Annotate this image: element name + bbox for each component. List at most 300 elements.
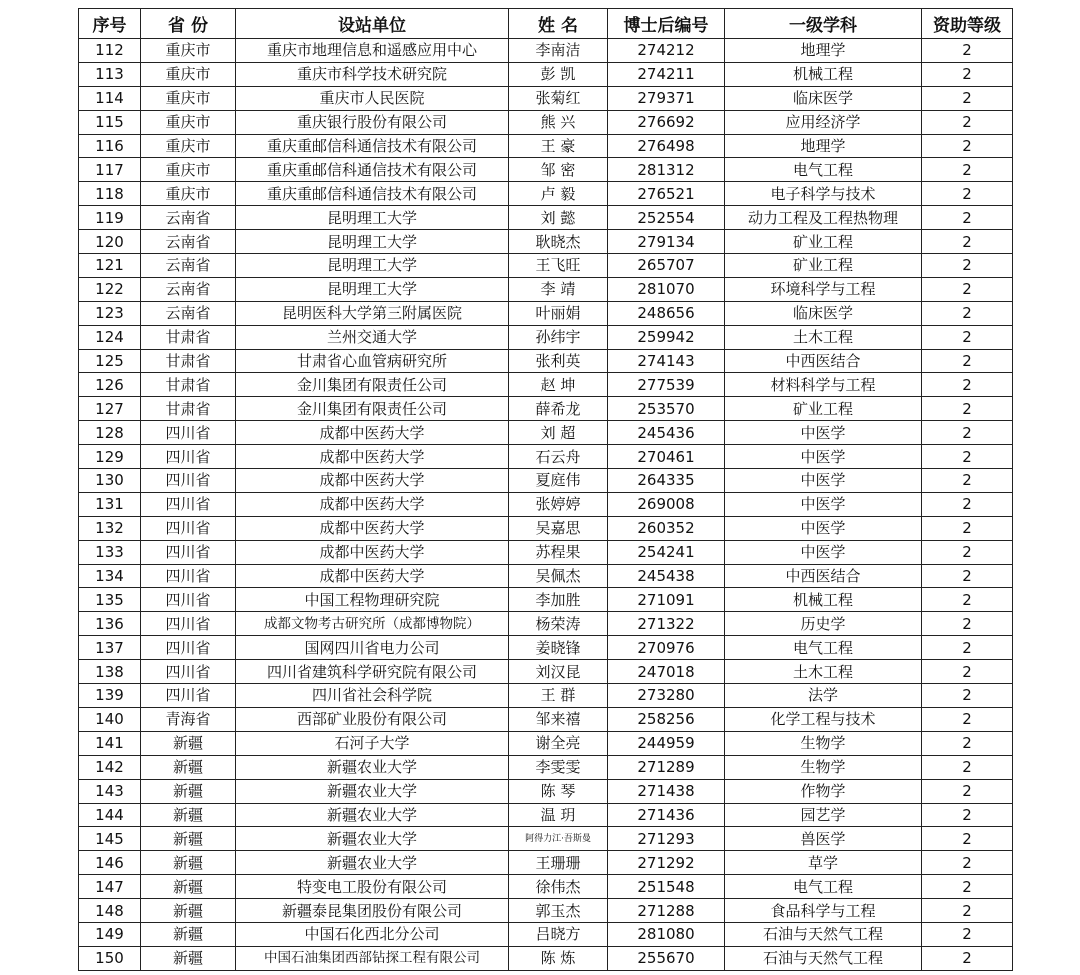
table-row [79, 779, 1013, 803]
cell-index: 135 [79, 588, 141, 612]
cell-institution: 重庆重邮信科通信技术有限公司 [236, 158, 509, 182]
cell-province: 四川省 [141, 660, 236, 684]
cell-postdoc-id: 276498 [608, 134, 725, 158]
cell-institution: 兰州交通大学 [236, 325, 509, 349]
table-row [79, 899, 1013, 923]
cell-funding-level: 2 [922, 803, 1013, 827]
cell-province: 云南省 [141, 230, 236, 254]
cell-name: 陈 琴 [509, 779, 608, 803]
cell-postdoc-id: 258256 [608, 707, 725, 731]
table-row [79, 755, 1013, 779]
cell-province: 四川省 [141, 636, 236, 660]
cell-province: 新疆 [141, 731, 236, 755]
cell-postdoc-id: 264335 [608, 469, 725, 493]
cell-postdoc-id: 281070 [608, 277, 725, 301]
cell-institution: 重庆重邮信科通信技术有限公司 [236, 182, 509, 206]
cell-name: 耿晓杰 [509, 230, 608, 254]
table-row [79, 492, 1013, 516]
cell-province: 云南省 [141, 301, 236, 325]
cell-institution: 特变电工股份有限公司 [236, 875, 509, 899]
cell-funding-level: 2 [922, 660, 1013, 684]
table-row [79, 158, 1013, 182]
cell-discipline: 临床医学 [725, 301, 922, 325]
cell-name: 彭 凯 [509, 62, 608, 86]
cell-postdoc-id: 251548 [608, 875, 725, 899]
cell-index: 134 [79, 564, 141, 588]
cell-province: 新疆 [141, 827, 236, 851]
cell-province: 云南省 [141, 277, 236, 301]
cell-name: 张利英 [509, 349, 608, 373]
cell-province: 四川省 [141, 445, 236, 469]
cell-province: 新疆 [141, 899, 236, 923]
cell-discipline: 环境科学与工程 [725, 277, 922, 301]
cell-name: 邹 密 [509, 158, 608, 182]
cell-name: 王 群 [509, 684, 608, 708]
cell-funding-level: 2 [922, 62, 1013, 86]
cell-institution: 重庆银行股份有限公司 [236, 110, 509, 134]
table-row [79, 301, 1013, 325]
cell-institution: 成都中医药大学 [236, 516, 509, 540]
table-row [79, 349, 1013, 373]
header-name: 姓 名 [509, 9, 608, 39]
cell-province: 云南省 [141, 254, 236, 278]
cell-name: 邹来禧 [509, 707, 608, 731]
cell-discipline: 材料科学与工程 [725, 373, 922, 397]
cell-province: 甘肃省 [141, 325, 236, 349]
cell-postdoc-id: 245438 [608, 564, 725, 588]
cell-postdoc-id: 281312 [608, 158, 725, 182]
cell-institution: 中国石化西北分公司 [236, 922, 509, 946]
cell-funding-level: 2 [922, 277, 1013, 301]
cell-name: 李南洁 [509, 39, 608, 63]
cell-province: 重庆市 [141, 158, 236, 182]
table-row [79, 803, 1013, 827]
table-row [79, 469, 1013, 493]
table-row [79, 707, 1013, 731]
cell-funding-level: 2 [922, 349, 1013, 373]
cell-funding-level: 2 [922, 707, 1013, 731]
cell-postdoc-id: 269008 [608, 492, 725, 516]
cell-province: 重庆市 [141, 62, 236, 86]
cell-funding-level: 2 [922, 564, 1013, 588]
cell-postdoc-id: 271438 [608, 779, 725, 803]
cell-postdoc-id: 270461 [608, 445, 725, 469]
cell-institution: 昆明理工大学 [236, 230, 509, 254]
table-row [79, 612, 1013, 636]
cell-name: 刘汉昆 [509, 660, 608, 684]
table-row [79, 636, 1013, 660]
cell-postdoc-id: 271293 [608, 827, 725, 851]
cell-funding-level: 2 [922, 469, 1013, 493]
cell-funding-level: 2 [922, 421, 1013, 445]
header-province: 省 份 [141, 9, 236, 39]
cell-funding-level: 2 [922, 206, 1013, 230]
cell-discipline: 草学 [725, 851, 922, 875]
table-row [79, 230, 1013, 254]
cell-institution: 重庆市人民医院 [236, 86, 509, 110]
cell-province: 重庆市 [141, 86, 236, 110]
cell-funding-level: 2 [922, 875, 1013, 899]
header-funding-level: 资助等级 [922, 9, 1013, 39]
cell-funding-level: 2 [922, 827, 1013, 851]
cell-province: 四川省 [141, 516, 236, 540]
table-row [79, 684, 1013, 708]
cell-postdoc-id: 274211 [608, 62, 725, 86]
cell-postdoc-id: 276521 [608, 182, 725, 206]
cell-index: 123 [79, 301, 141, 325]
cell-discipline: 中医学 [725, 540, 922, 564]
cell-postdoc-id: 271091 [608, 588, 725, 612]
table-row [79, 660, 1013, 684]
table-row [79, 445, 1013, 469]
cell-index: 146 [79, 851, 141, 875]
cell-index: 142 [79, 755, 141, 779]
cell-index: 140 [79, 707, 141, 731]
cell-discipline: 矿业工程 [725, 230, 922, 254]
table-row [79, 922, 1013, 946]
cell-institution: 新疆农业大学 [236, 803, 509, 827]
cell-index: 147 [79, 875, 141, 899]
cell-name: 吴佩杰 [509, 564, 608, 588]
table-row [79, 62, 1013, 86]
header-postdoc-id: 博士后编号 [608, 9, 725, 39]
cell-funding-level: 2 [922, 731, 1013, 755]
table-row [79, 39, 1013, 63]
cell-province: 新疆 [141, 946, 236, 970]
table-row [79, 254, 1013, 278]
cell-index: 143 [79, 779, 141, 803]
cell-funding-level: 2 [922, 86, 1013, 110]
cell-postdoc-id: 276692 [608, 110, 725, 134]
postdoc-funding-table [78, 8, 1012, 971]
cell-postdoc-id: 279134 [608, 230, 725, 254]
cell-discipline: 作物学 [725, 779, 922, 803]
table-row [79, 540, 1013, 564]
cell-name: 郭玉杰 [509, 899, 608, 923]
cell-name: 李加胜 [509, 588, 608, 612]
cell-postdoc-id: 273280 [608, 684, 725, 708]
cell-name: 张婷婷 [509, 492, 608, 516]
cell-province: 新疆 [141, 922, 236, 946]
cell-name: 刘 超 [509, 421, 608, 445]
cell-province: 新疆 [141, 875, 236, 899]
cell-postdoc-id: 254241 [608, 540, 725, 564]
cell-index: 118 [79, 182, 141, 206]
cell-discipline: 土木工程 [725, 325, 922, 349]
cell-institution: 西部矿业股份有限公司 [236, 707, 509, 731]
cell-index: 113 [79, 62, 141, 86]
cell-index: 127 [79, 397, 141, 421]
header-index: 序号 [79, 9, 141, 39]
cell-province: 青海省 [141, 707, 236, 731]
cell-discipline: 化学工程与技术 [725, 707, 922, 731]
cell-discipline: 兽医学 [725, 827, 922, 851]
cell-discipline: 电气工程 [725, 158, 922, 182]
table-row [79, 827, 1013, 851]
cell-postdoc-id: 244959 [608, 731, 725, 755]
cell-index: 126 [79, 373, 141, 397]
table-row [79, 134, 1013, 158]
cell-institution: 昆明医科大学第三附属医院 [236, 301, 509, 325]
cell-index: 112 [79, 39, 141, 63]
cell-institution: 重庆市科学技术研究院 [236, 62, 509, 86]
cell-postdoc-id: 260352 [608, 516, 725, 540]
cell-institution: 金川集团有限责任公司 [236, 397, 509, 421]
cell-index: 144 [79, 803, 141, 827]
cell-postdoc-id: 274143 [608, 349, 725, 373]
cell-province: 新疆 [141, 779, 236, 803]
cell-discipline: 矿业工程 [725, 254, 922, 278]
cell-postdoc-id: 277539 [608, 373, 725, 397]
cell-discipline: 生物学 [725, 731, 922, 755]
table-row [79, 564, 1013, 588]
cell-funding-level: 2 [922, 946, 1013, 970]
cell-name: 温 玥 [509, 803, 608, 827]
cell-province: 重庆市 [141, 110, 236, 134]
cell-name: 吕晓方 [509, 922, 608, 946]
cell-name: 孙纬宇 [509, 325, 608, 349]
cell-index: 149 [79, 922, 141, 946]
cell-institution: 新疆农业大学 [236, 827, 509, 851]
cell-funding-level: 2 [922, 254, 1013, 278]
table-row [79, 325, 1013, 349]
cell-postdoc-id: 271289 [608, 755, 725, 779]
cell-province: 新疆 [141, 755, 236, 779]
cell-funding-level: 2 [922, 755, 1013, 779]
cell-name: 刘 懿 [509, 206, 608, 230]
cell-postdoc-id: 270976 [608, 636, 725, 660]
cell-postdoc-id: 252554 [608, 206, 725, 230]
cell-institution: 国网四川省电力公司 [236, 636, 509, 660]
cell-name: 姜晓锋 [509, 636, 608, 660]
cell-institution: 四川省建筑科学研究院有限公司 [236, 660, 509, 684]
cell-province: 重庆市 [141, 182, 236, 206]
cell-name: 杨荣涛 [509, 612, 608, 636]
cell-index: 141 [79, 731, 141, 755]
cell-funding-level: 2 [922, 301, 1013, 325]
cell-funding-level: 2 [922, 397, 1013, 421]
cell-discipline: 中医学 [725, 469, 922, 493]
header-row [79, 9, 1013, 39]
cell-province: 重庆市 [141, 39, 236, 63]
table-row [79, 373, 1013, 397]
cell-funding-level: 2 [922, 684, 1013, 708]
cell-index: 128 [79, 421, 141, 445]
cell-funding-level: 2 [922, 612, 1013, 636]
cell-discipline: 生物学 [725, 755, 922, 779]
cell-institution: 昆明理工大学 [236, 254, 509, 278]
cell-name: 张菊红 [509, 86, 608, 110]
cell-discipline: 法学 [725, 684, 922, 708]
header-discipline: 一级学科 [725, 9, 922, 39]
cell-discipline: 矿业工程 [725, 397, 922, 421]
cell-funding-level: 2 [922, 851, 1013, 875]
cell-funding-level: 2 [922, 230, 1013, 254]
cell-name: 徐伟杰 [509, 875, 608, 899]
cell-funding-level: 2 [922, 636, 1013, 660]
cell-discipline: 中医学 [725, 445, 922, 469]
table-row [79, 182, 1013, 206]
table-row [79, 421, 1013, 445]
cell-institution: 新疆泰昆集团股份有限公司 [236, 899, 509, 923]
cell-funding-level: 2 [922, 540, 1013, 564]
cell-province: 四川省 [141, 469, 236, 493]
cell-funding-level: 2 [922, 134, 1013, 158]
cell-postdoc-id: 271436 [608, 803, 725, 827]
cell-index: 129 [79, 445, 141, 469]
cell-province: 四川省 [141, 564, 236, 588]
cell-index: 137 [79, 636, 141, 660]
cell-index: 139 [79, 684, 141, 708]
table-row [79, 277, 1013, 301]
cell-name: 苏程果 [509, 540, 608, 564]
cell-index: 131 [79, 492, 141, 516]
cell-postdoc-id: 265707 [608, 254, 725, 278]
cell-funding-level: 2 [922, 779, 1013, 803]
table-row [79, 731, 1013, 755]
cell-province: 新疆 [141, 803, 236, 827]
cell-postdoc-id: 245436 [608, 421, 725, 445]
cell-discipline: 临床医学 [725, 86, 922, 110]
table-row [79, 206, 1013, 230]
cell-discipline: 应用经济学 [725, 110, 922, 134]
table-body [79, 39, 1013, 971]
cell-discipline: 中医学 [725, 492, 922, 516]
cell-postdoc-id: 259942 [608, 325, 725, 349]
cell-province: 四川省 [141, 540, 236, 564]
cell-province: 四川省 [141, 588, 236, 612]
cell-name: 吴嘉思 [509, 516, 608, 540]
cell-name: 李雯雯 [509, 755, 608, 779]
cell-institution: 昆明理工大学 [236, 206, 509, 230]
cell-discipline: 中西医结合 [725, 349, 922, 373]
cell-institution: 成都中医药大学 [236, 564, 509, 588]
cell-discipline: 电气工程 [725, 636, 922, 660]
cell-name: 谢全亮 [509, 731, 608, 755]
cell-institution: 成都中医药大学 [236, 469, 509, 493]
cell-discipline: 中西医结合 [725, 564, 922, 588]
cell-funding-level: 2 [922, 325, 1013, 349]
cell-name: 薛希龙 [509, 397, 608, 421]
cell-funding-level: 2 [922, 922, 1013, 946]
cell-funding-level: 2 [922, 182, 1013, 206]
cell-postdoc-id: 274212 [608, 39, 725, 63]
cell-discipline: 地理学 [725, 39, 922, 63]
cell-postdoc-id: 281080 [608, 922, 725, 946]
cell-province: 重庆市 [141, 134, 236, 158]
cell-institution: 成都中医药大学 [236, 492, 509, 516]
table-row [79, 110, 1013, 134]
cell-funding-level: 2 [922, 373, 1013, 397]
cell-index: 114 [79, 86, 141, 110]
cell-institution: 重庆重邮信科通信技术有限公司 [236, 134, 509, 158]
cell-discipline: 园艺学 [725, 803, 922, 827]
cell-index: 148 [79, 899, 141, 923]
cell-postdoc-id: 248656 [608, 301, 725, 325]
cell-discipline: 食品科学与工程 [725, 899, 922, 923]
cell-index: 130 [79, 469, 141, 493]
cell-discipline: 地理学 [725, 134, 922, 158]
cell-discipline: 中医学 [725, 516, 922, 540]
cell-index: 120 [79, 230, 141, 254]
cell-institution: 昆明理工大学 [236, 277, 509, 301]
table-row [79, 86, 1013, 110]
cell-postdoc-id: 271288 [608, 899, 725, 923]
cell-institution: 金川集团有限责任公司 [236, 373, 509, 397]
cell-funding-level: 2 [922, 110, 1013, 134]
cell-index: 116 [79, 134, 141, 158]
table-row [79, 397, 1013, 421]
cell-name: 陈 炼 [509, 946, 608, 970]
cell-name: 赵 坤 [509, 373, 608, 397]
cell-index: 138 [79, 660, 141, 684]
cell-institution: 新疆农业大学 [236, 755, 509, 779]
cell-institution: 成都文物考古研究所（成都博物院） [236, 612, 509, 636]
cell-institution: 新疆农业大学 [236, 851, 509, 875]
cell-name: 熊 兴 [509, 110, 608, 134]
cell-index: 150 [79, 946, 141, 970]
cell-discipline: 机械工程 [725, 62, 922, 86]
cell-postdoc-id: 271292 [608, 851, 725, 875]
cell-index: 122 [79, 277, 141, 301]
table-row [79, 946, 1013, 970]
cell-name: 王飞旺 [509, 254, 608, 278]
cell-postdoc-id: 271322 [608, 612, 725, 636]
cell-funding-level: 2 [922, 516, 1013, 540]
cell-discipline: 电气工程 [725, 875, 922, 899]
cell-province: 新疆 [141, 851, 236, 875]
cell-discipline: 石油与天然气工程 [725, 922, 922, 946]
cell-province: 四川省 [141, 492, 236, 516]
cell-discipline: 机械工程 [725, 588, 922, 612]
cell-name: 阿得力江·吾斯曼 [509, 827, 608, 851]
cell-province: 甘肃省 [141, 397, 236, 421]
table-row [79, 516, 1013, 540]
cell-province: 四川省 [141, 421, 236, 445]
cell-index: 115 [79, 110, 141, 134]
cell-discipline: 动力工程及工程热物理 [725, 206, 922, 230]
cell-index: 124 [79, 325, 141, 349]
cell-discipline: 历史学 [725, 612, 922, 636]
cell-institution: 中国工程物理研究院 [236, 588, 509, 612]
cell-index: 145 [79, 827, 141, 851]
cell-index: 119 [79, 206, 141, 230]
cell-institution: 成都中医药大学 [236, 421, 509, 445]
cell-index: 136 [79, 612, 141, 636]
cell-discipline: 石油与天然气工程 [725, 946, 922, 970]
table-row [79, 875, 1013, 899]
cell-postdoc-id: 255670 [608, 946, 725, 970]
cell-postdoc-id: 279371 [608, 86, 725, 110]
cell-funding-level: 2 [922, 899, 1013, 923]
cell-province: 甘肃省 [141, 349, 236, 373]
cell-discipline: 电子科学与技术 [725, 182, 922, 206]
cell-institution: 甘肃省心血管病研究所 [236, 349, 509, 373]
data-table [78, 8, 1013, 971]
cell-discipline: 中医学 [725, 421, 922, 445]
cell-name: 卢 毅 [509, 182, 608, 206]
cell-funding-level: 2 [922, 158, 1013, 182]
cell-postdoc-id: 253570 [608, 397, 725, 421]
cell-institution: 中国石油集团西部钻探工程有限公司 [236, 946, 509, 970]
cell-name: 夏庭伟 [509, 469, 608, 493]
cell-name: 王 豪 [509, 134, 608, 158]
cell-funding-level: 2 [922, 445, 1013, 469]
header-institution: 设站单位 [236, 9, 509, 39]
cell-name: 李 靖 [509, 277, 608, 301]
cell-name: 石云舟 [509, 445, 608, 469]
cell-institution: 新疆农业大学 [236, 779, 509, 803]
